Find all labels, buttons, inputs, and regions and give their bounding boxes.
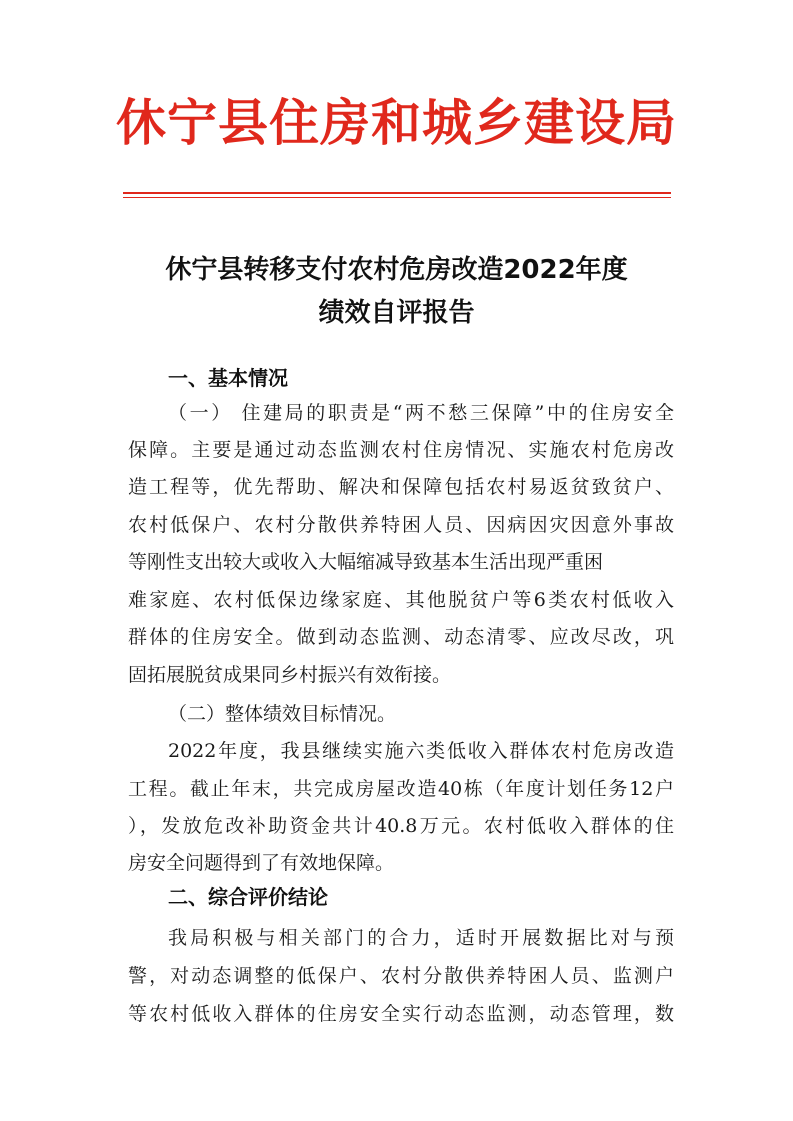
letterhead-rule-thin: [123, 197, 671, 198]
paragraph-line: （一） 住建局的职责是“两不愁三保障”中的住房安全: [168, 402, 674, 424]
section-2-heading: 二、综合评价结论: [168, 885, 328, 909]
document-title-line-1: 休宁县转移支付农村危房改造2022年度: [165, 255, 628, 285]
section-1-heading: 一、基本情况: [168, 366, 288, 390]
paragraph-line: 2022年度，我县继续实施六类低收入群体农村危房改造: [168, 740, 674, 762]
paragraph-line: 农村低保户、农村分散供养特困人员、因病因灾因意外事故: [128, 514, 674, 536]
paragraph-line: 造工程等，优先帮助、解决和保障包括农村易返贫致贫户、: [128, 476, 674, 498]
paragraph-line: 固拓展脱贫成果同乡村振兴有效衔接。: [128, 664, 452, 686]
letterhead-title: 休宁县住房和城乡建设局: [116, 93, 677, 152]
paragraph-line: 等农村低收入群体的住房安全实行动态监测，动态管理，数: [128, 1003, 674, 1025]
paragraph-line: ），发放危改补助资金共计40.8万元。农村低收入群体的住: [128, 815, 674, 837]
paragraph-line: 房安全问题得到了有效地保障。: [128, 852, 395, 874]
paragraph-line: 我局积极与相关部门的合力，适时开展数据比对与预: [168, 927, 674, 949]
paragraph-line: 等刚性支出较大或收入大幅缩减导致基本生活出现严重困: [128, 551, 604, 573]
section-1-subheading-2: （二）整体绩效目标情况。: [168, 703, 397, 725]
paragraph-line: 保障。主要是通过动态监测农村住房情况、实施农村危房改: [128, 439, 674, 461]
paragraph-line: 群体的住房安全。做到动态监测、动态清零、应改尽改，巩: [128, 626, 674, 648]
paragraph-line: 难家庭、农村低保边缘家庭、其他脱贫户等6类农村低收入: [128, 589, 674, 611]
paragraph-line: 工程。截止年末，共完成房屋改造40栋（年度计划任务12户: [128, 778, 674, 800]
letterhead-rule-thick: [123, 192, 671, 194]
document-title-line-2: 绩效自评报告: [318, 298, 475, 328]
paragraph-line: 警，对动态调整的低保户、农村分散供养特困人员、监测户: [128, 965, 674, 987]
